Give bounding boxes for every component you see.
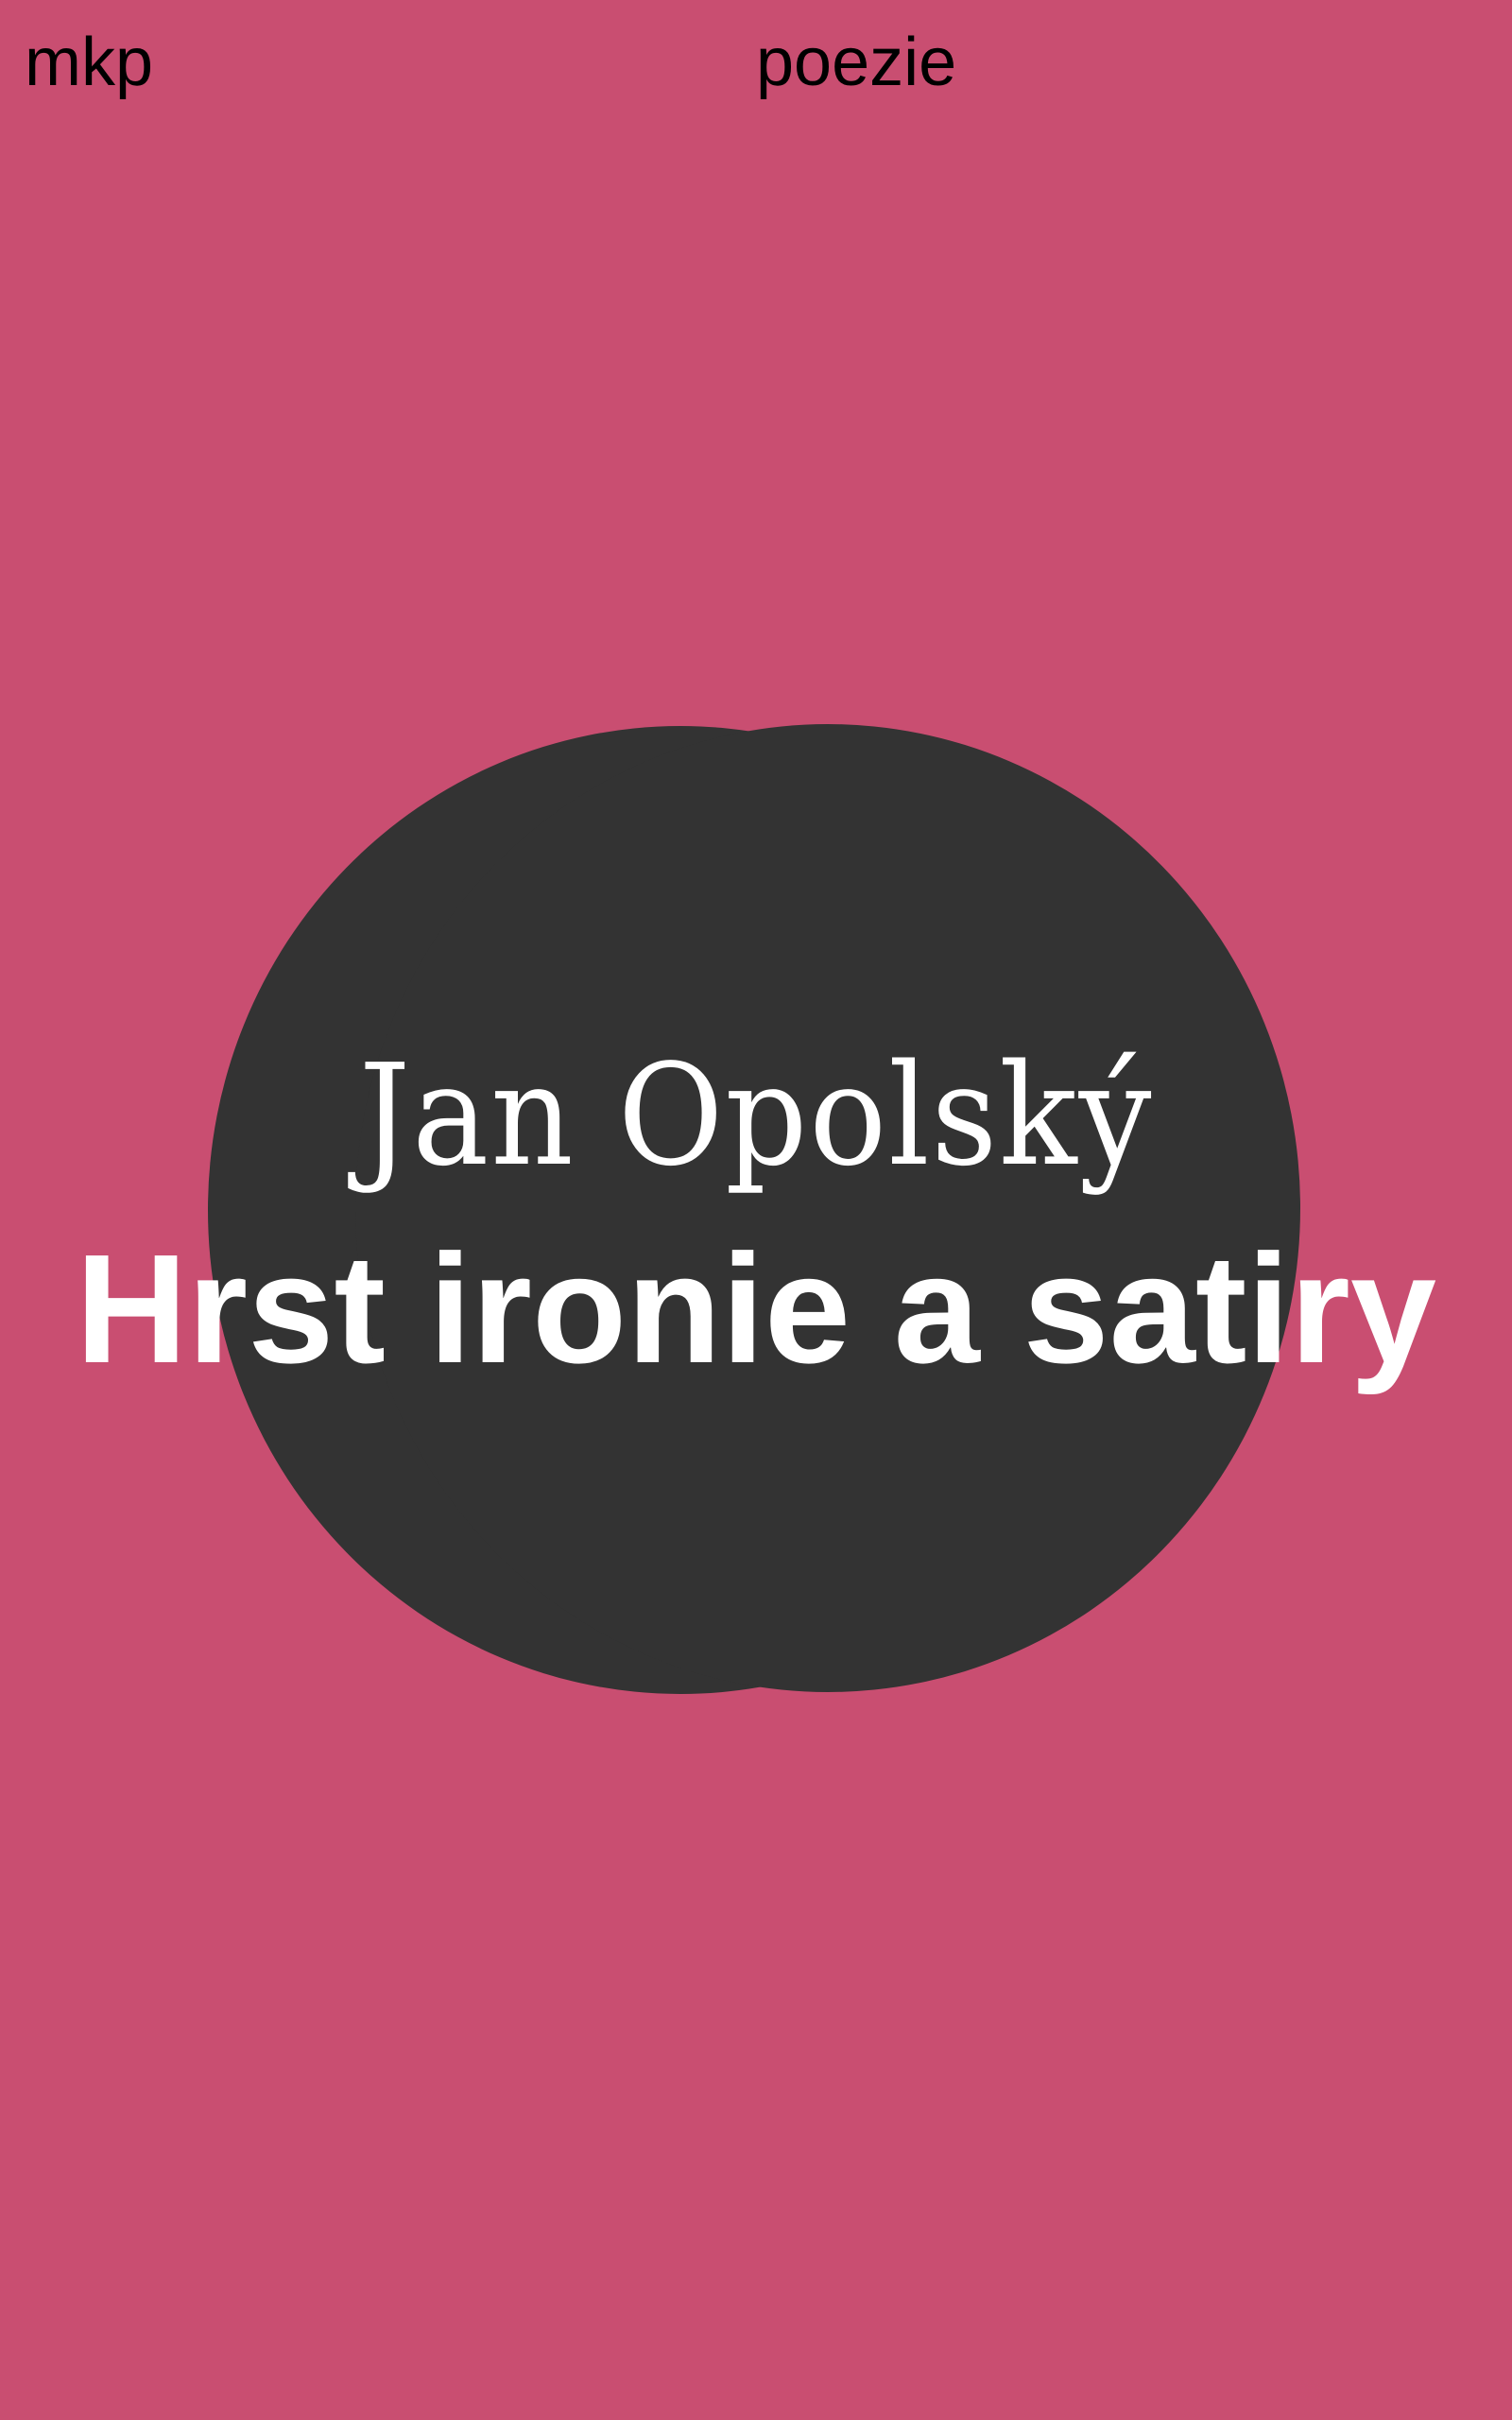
- right-circle-shape: [355, 724, 1300, 1692]
- book-title: Hrst ironie a satiry: [75, 1222, 1437, 1395]
- author-name: Jan Opolský: [358, 1034, 1154, 1197]
- genre-label: poezie: [756, 25, 957, 100]
- dark-double-circle-shape: [208, 724, 1300, 1694]
- publisher-logo: mkp: [25, 25, 154, 100]
